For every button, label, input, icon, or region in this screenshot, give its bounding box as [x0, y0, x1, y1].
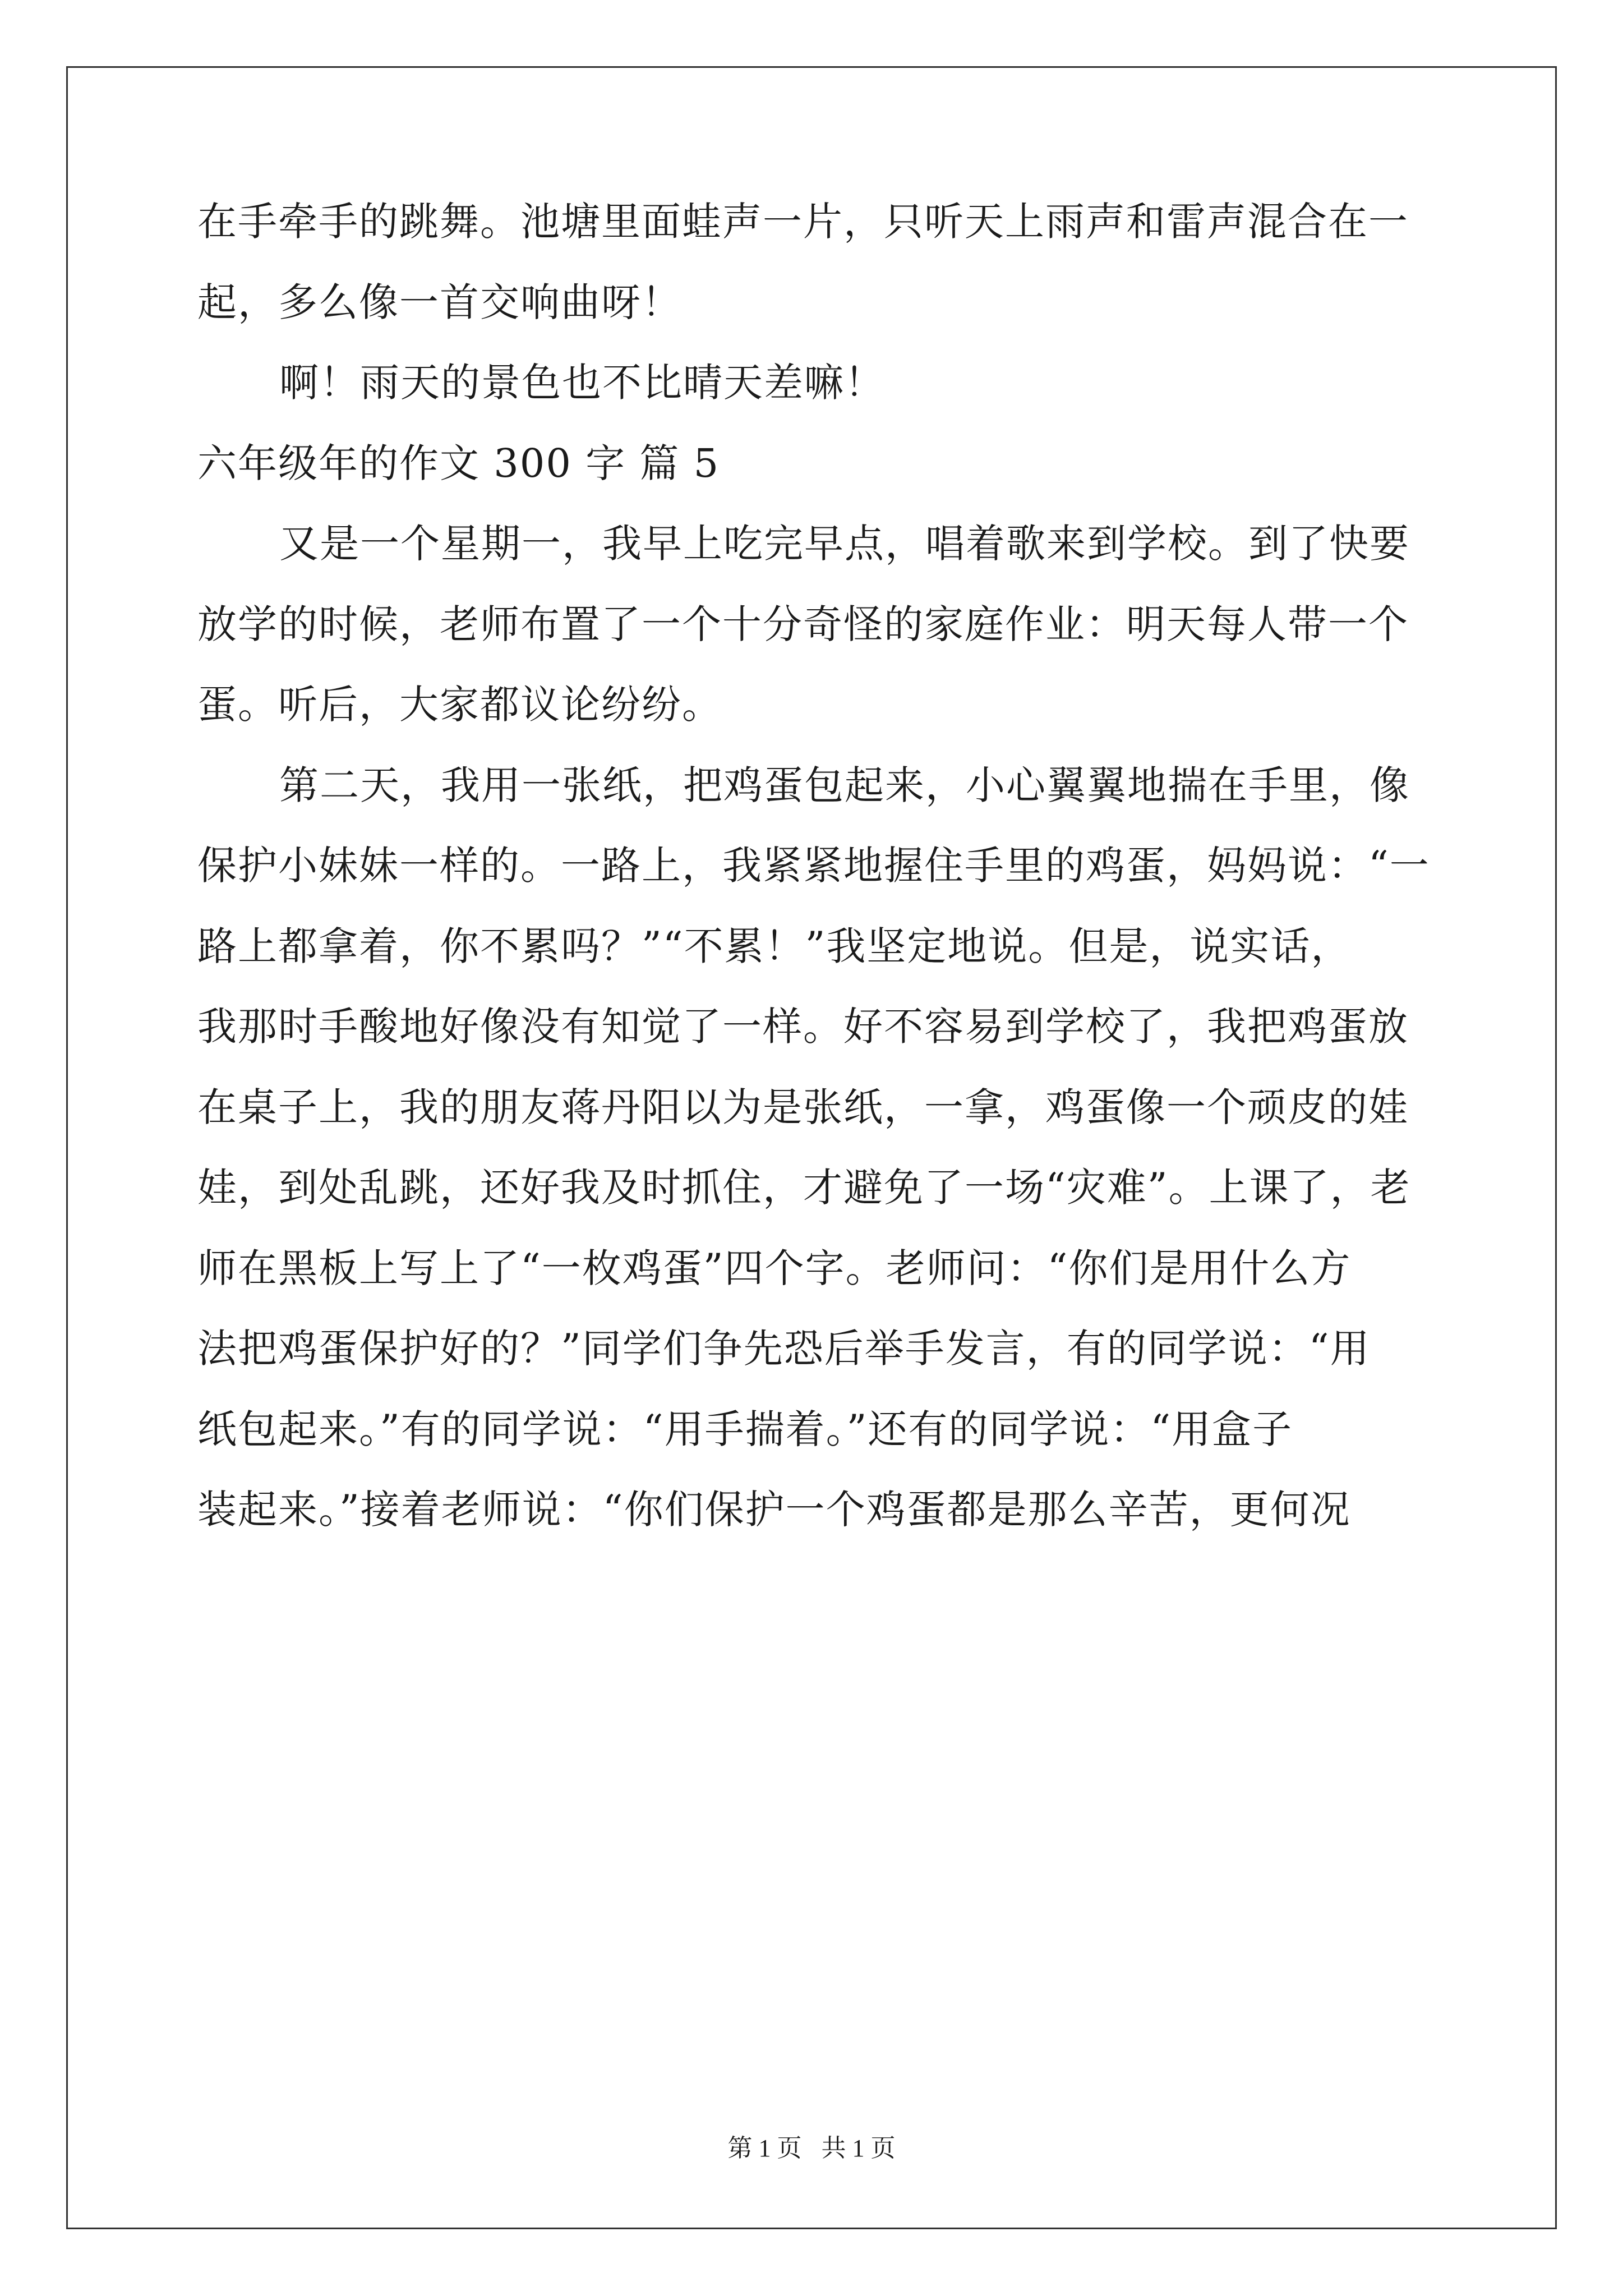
- text-line: 路上都拿着，你不累吗？”“不累！”我坚定地说。但是，说实话，: [197, 923, 1352, 969]
- text-line: 起，多么像一首交响曲呀！: [197, 279, 682, 325]
- text-line: 保护小妹妹一样的。一路上，我紧紧地握住手里的鸡蛋，妈妈说：“一: [197, 843, 1430, 889]
- text-line: 纸包起来。”有的同学说：“用手揣着。”还有的同学说：“用盒子: [197, 1406, 1293, 1452]
- text-line: 法把鸡蛋保护好的？”同学们争先恐后举手发言，有的同学说：“用: [197, 1326, 1371, 1372]
- text-line: 放学的时候，老师布置了一个十分奇怪的家庭作业：明天每人带一个: [197, 601, 1409, 647]
- page-number-total: 共 1 页: [821, 2134, 896, 2162]
- text-line: 蛋。听后，大家都议论纷纷。: [197, 682, 722, 728]
- text-line: 啊！雨天的景色也不比晴天差嘛！: [279, 360, 885, 406]
- text-line: 师在黑板上写上了“一枚鸡蛋”四个字。老师问：“你们是用什么方: [197, 1245, 1352, 1291]
- text-line: 又是一个星期一，我早上吃完早点，唱着歌来到学校。到了快要: [279, 521, 1410, 567]
- section-heading: 六年级年的作文 300 字 篇 5: [197, 440, 720, 486]
- text-line: 在桌子上，我的朋友蒋丹阳以为是张纸，一拿，鸡蛋像一个顽皮的娃: [197, 1084, 1409, 1130]
- text-line: 第二天，我用一张纸，把鸡蛋包起来，小心翼翼地揣在手里，像: [279, 762, 1410, 808]
- text-line: 娃，到处乱跳，还好我及时抓住，才避免了一场“灾难”。上课了，老: [197, 1165, 1411, 1211]
- text-line: 装起来。”接着老师说：“你们保护一个鸡蛋都是那么辛苦，更何况: [197, 1487, 1351, 1533]
- page-footer: [0, 2132, 1623, 2165]
- text-line: 我那时手酸地好像没有知觉了一样。好不容易到学校了，我把鸡蛋放: [197, 1004, 1409, 1050]
- text-line: 在手牵手的跳舞。池塘里面蛙声一片，只听天上雨声和雷声混合在一: [197, 199, 1409, 245]
- page-number-current: 第 1 页: [727, 2134, 802, 2162]
